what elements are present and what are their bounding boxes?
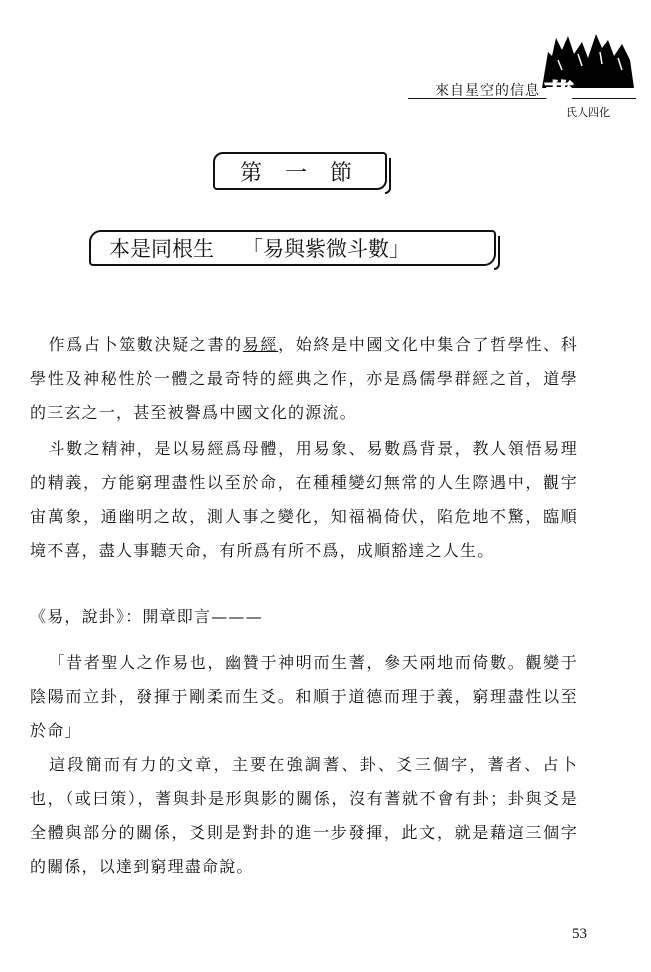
section-heading-box <box>213 152 387 190</box>
brand-subtitle: 氏人四化 <box>566 106 610 119</box>
running-header-title: 來自星空的信息 <box>435 83 540 99</box>
paragraph-2-text: 斗數之精神，是以易經爲母體，用易象、易數爲背景，教人領悟易理的精義，方能窮理盡性以至於命，在種種變幻無常的人生際遇中，觀宇宙萬象，通幽明之故，測人事之變化，知福禍倚伏，陷危地不驚，臨順境不喜，盡人事聽天命，有所爲有所不爲，成順豁達之人生。 <box>30 439 578 560</box>
topic-title-part2: 「易與紫微斗數」 <box>242 237 410 261</box>
paragraph-2 <box>30 432 578 568</box>
paragraph-4-quote <box>30 646 578 748</box>
paragraph-4-text: 「昔者聖人之作易也，幽贊于神明而生蓍，參天兩地而倚數。觀變于陰陽而立卦，發揮于剛柔而生爻。和順于道德而理于義，窮理盡性以至於命」 <box>30 653 578 740</box>
paragraph-3-text: 《易，說卦》：開章即言——— <box>30 607 263 626</box>
paragraph-1 <box>30 328 578 430</box>
paragraph-1-underlined-term: 易經 <box>242 335 279 354</box>
topic-title-part1: 本是同根生 <box>109 237 214 261</box>
topic-heading-box <box>89 230 496 266</box>
paragraph-1-text-a: 作爲占卜筮數決疑之書的 <box>48 335 243 354</box>
paragraph-1-text-b: ，始終是中國文化中集合了哲學性、科學性及神秘性於一體之最奇特的經典之作，亦是爲儒學群經之首，道學的三玄之一，甚至被譽爲中國文化的源流。 <box>30 335 578 422</box>
brand-logo-text: 華 <box>544 79 574 114</box>
brand-block <box>538 30 636 119</box>
paragraph-3 <box>30 600 578 634</box>
section-title: 第 一 節 <box>240 160 360 186</box>
paragraph-5-text: 這段簡而有力的文章，主要在強調蓍、卦、爻三個字，蓍者、占卜也，（或曰策），蓍與卦是形與影的關係，沒有蓍就不會有卦；卦與爻是全體與部分的關係，爻則是對卦的進一步發揮，此文，就是藉這三個字的關係，以達到窮理盡命說。 <box>30 755 578 876</box>
paragraph-5 <box>30 748 578 884</box>
page-number: 53 <box>572 926 587 942</box>
